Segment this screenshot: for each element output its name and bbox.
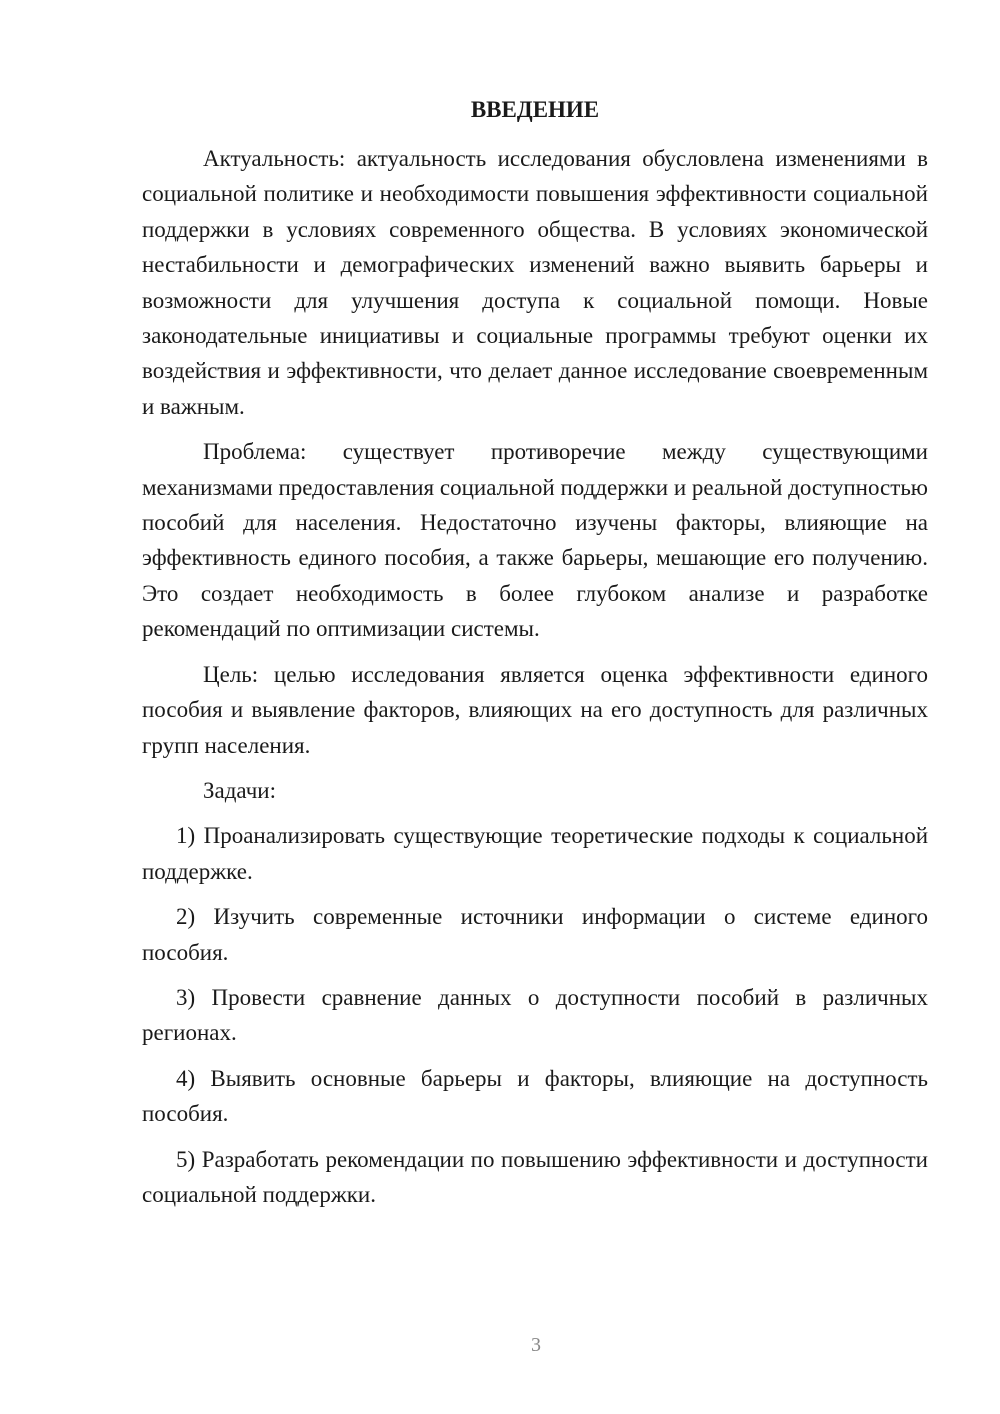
- task-item: 3) Провести сравнение данных о доступности пособий в различных регионах.: [142, 984, 928, 1046]
- section-title: ВВЕДЕНИЕ: [470, 97, 600, 122]
- tasks-heading: Задачи:: [203, 777, 276, 803]
- task-item: 4) Выявить основные барьеры и факторы, влияющие на доступность пособия.: [142, 1065, 928, 1127]
- problem-paragraph: Проблема: существует противоречие между существующими механизмами предоставления социальной поддержки и реальной доступностью пособий для населения. Недостаточно изучены факторы, влияющие на эффективность единого пособия, а также барьеры, мешающие его получению. Это создает необходимость в более глубоком анализе и разработке рекомендаций по оптимизации системы.: [142, 439, 928, 642]
- goal-paragraph: Цель: целью исследования является оценка эффективности единого пособия и выявление факторов, влияющих на его доступность для различных групп населения.: [142, 661, 928, 758]
- task-item: 1) Проанализировать существующие теоретические подходы к социальной поддержке.: [142, 823, 928, 884]
- document-page: [142, 92, 928, 1222]
- page-number: 3: [531, 1334, 541, 1356]
- task-item: 2) Изучить современные источники информации о системе единого пособия.: [142, 904, 928, 965]
- task-item: 5) Разработать рекомендации по повышению эффективности и доступности социальной поддержки.: [142, 1146, 928, 1207]
- relevance-paragraph: Актуальность: актуальность исследования обусловлена изменениями в социальной политике и необходимости повышения эффективности социальной поддержки в условиях современного общества. В условиях экономической нестабильности и демографических изменений важно выявить барьеры и возможности для улучшения доступа к социальной помощи. Новые законодательные инициативы и социальные программы требуют оценки их воздействия и эффективности, что делает данное исследование своевременным и важным.: [142, 146, 928, 419]
